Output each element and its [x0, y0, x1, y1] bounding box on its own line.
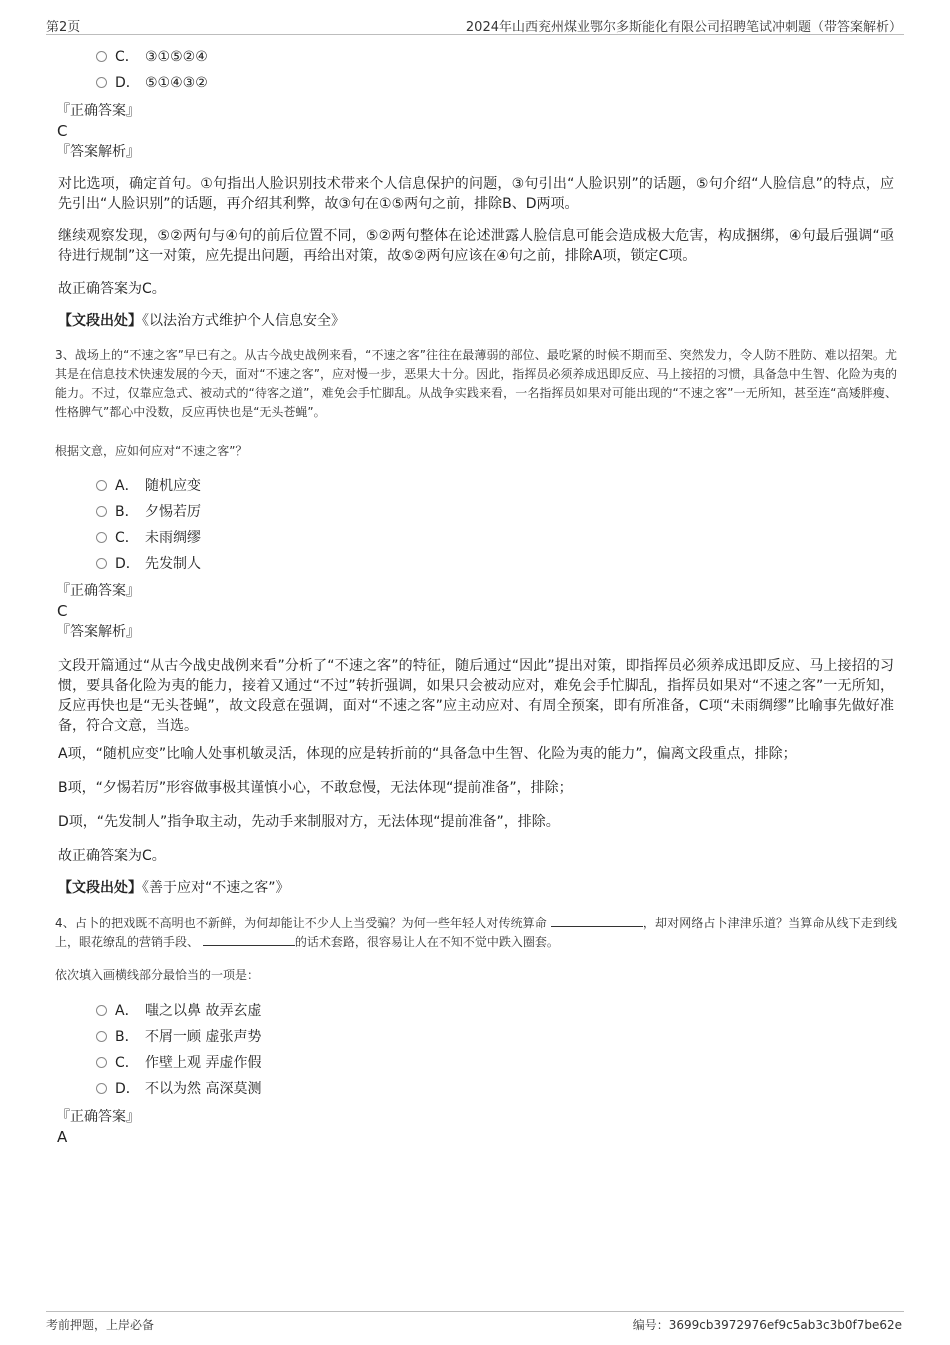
q2-answer: C [57, 122, 68, 140]
source-title: 《善于应对“不速之客”》 [142, 880, 290, 896]
q4-option-b[interactable]: B． 不屑一顾 虚张声势 [96, 1027, 261, 1047]
q3-option-c[interactable]: C． 未雨绸缪 [96, 528, 201, 548]
footer-slogan: 考前押题，上岸必备 [46, 1318, 155, 1332]
q4-option-a[interactable]: A． 嗤之以鼻 故弄玄虚 [96, 1001, 261, 1021]
q3-analysis-para-4: D项，“先发制人”指争取主动，先动手来制服对方，无法体现“提前准备”，排除。 [58, 814, 560, 830]
radio-icon[interactable] [96, 558, 107, 569]
q4-prompt: 依次填入画横线部分最恰当的一项是： [55, 968, 260, 982]
fill-blank-2[interactable] [203, 933, 295, 946]
q2-option-d[interactable]: D． ⑤①④③② [96, 73, 208, 93]
q4-answer-label: 『正确答案』 [56, 1109, 140, 1125]
fill-blank-1[interactable] [551, 914, 643, 927]
radio-icon[interactable] [96, 1083, 107, 1094]
q3-source [58, 878, 894, 898]
q3-answer-label: 『正确答案』 [56, 583, 140, 599]
q3-option-b[interactable]: B． 夕惕若厉 [96, 502, 201, 522]
radio-icon[interactable] [96, 51, 107, 62]
q2-analysis-label: 『答案解析』 [56, 144, 140, 160]
source-title: 《以法治方式维护个人信息安全》 [142, 313, 345, 329]
source-label: 【文段出处】 [58, 880, 142, 896]
q3-analysis-para-2: A项，“随机应变”比喻人处事机敏灵活，体现的应是转折前的“具备急中生智、化险为夷的能力”，偏离文段重点，排除； [58, 746, 797, 762]
q4-option-d[interactable]: D． 不以为然 高深莫测 [96, 1079, 261, 1099]
q3-analysis-para-5: 故正确答案为C。 [58, 848, 166, 864]
q3-option-a[interactable]: A． 随机应变 [96, 476, 201, 496]
source-label: 【文段出处】 [58, 313, 142, 329]
q3-question-text: 3、战场上的“不速之客”早已有之。从古今战史战例来看，“不速之客”往往在最薄弱的部位、最吃紧的时候不期而至、突然发力，令人防不胜防、难以招架。尤其是在信息技术快速发展的今天，面对“不速之客”，应对慢一步，恶果大十分。因此，指挥员必须养成迅即反应、马上接招的习惯，具备急中生智、化险为夷的能力。不过，仅靠应急式、被动式的“待客之道”，难免会手忙脚乱。从战争实践来看，一名指挥员如果对可能出现的“不速之客”一无所知，甚至连“高矮胖瘦、性格脾气”都心中没数，反应再快也是“无头苍蝇”。 [55, 348, 897, 419]
radio-icon[interactable] [96, 77, 107, 88]
q3-analysis-para-1: 文段开篇通过“从古今战史战例来看”分析了“不速之客”的特征，随后通过“因此”提出对策，即指挥员必须养成迅即反应、马上接招的习惯，要具备化险为夷的能力，接着又通过“不过”转折强调，如果只会被动应对，难免会手忙脚乱，指挥员如果对“不速之客”一无所知，反应再快也是“无头苍蝇”，故文段意在强调，面对“不速之客”应主动应对、有周全预案，即有所准备，C项“未雨绸缪”比喻事先做好准备，符合文意，当选。 [58, 658, 894, 734]
q4-option-c[interactable]: C． 作壁上观 弄虚作假 [96, 1053, 261, 1073]
q2-answer-label: 『正确答案』 [56, 103, 140, 119]
q3-answer: C [57, 602, 68, 620]
q2-option-c[interactable]: C． ③①⑤②④ [96, 47, 208, 67]
q2-analysis-para-2: 继续观察发现，⑤②两句与④句的前后位置不同，⑤②两句整体在论述泄露人脸信息可能会造成极大危害，构成捆绑，④句最后强调“亟待进行规制”这一对策，应先提出问题，再给出对策，故⑤②两句应该在④句之前，排除A项，锁定C项。 [58, 228, 894, 264]
q3-analysis-label: 『答案解析』 [56, 624, 140, 640]
radio-icon[interactable] [96, 1031, 107, 1042]
footer-serial: 编号：3699cb3972976ef9c5ab3c3b0f7be62e [632, 1318, 902, 1332]
q4-answer: A [57, 1128, 68, 1146]
q2-analysis-para-1: 对比选项，确定首句。①句指出人脸识别技术带来个人信息保护的问题，③句引出“人脸识别”的话题，⑤句介绍“人脸信息”的特点，应先引出“人脸识别”的话题，再介绍其利弊，故③句在①⑤两句之前，排除B、D两项。 [58, 176, 894, 212]
radio-icon[interactable] [96, 1005, 107, 1016]
radio-icon[interactable] [96, 480, 107, 491]
radio-icon[interactable] [96, 532, 107, 543]
q2-analysis-para-3: 故正确答案为C。 [58, 281, 166, 297]
q2-source [58, 311, 894, 331]
q4-question-text: 4、占卜的把戏既不高明也不新鲜，为何却能让不少人上当受骗？为何一些年轻人对传统算命 ，却对网络占卜津津乐道？当算命从线下走到线上，眼花缭乱的营销手段、 的话术套路，很容易让人在不知不觉中跌入圈套。 [55, 916, 897, 949]
q3-option-d[interactable]: D． 先发制人 [96, 554, 201, 574]
radio-icon[interactable] [96, 1057, 107, 1068]
radio-icon[interactable] [96, 506, 107, 517]
document-title: 2024年山西兖州煤业鄂尔多斯能化有限公司招聘笔试冲刺题（带答案解析） [465, 20, 902, 35]
q3-prompt: 根据文意，应如何应对“不速之客”？ [55, 444, 248, 458]
page-number: 第2页 [46, 20, 81, 35]
page-footer [46, 1311, 904, 1336]
q3-analysis-para-3: B项，“夕惕若厉”形容做事极其谨慎小心，不敢怠慢，无法体现“提前准备”，排除； [58, 780, 573, 796]
page-header [46, 14, 904, 35]
